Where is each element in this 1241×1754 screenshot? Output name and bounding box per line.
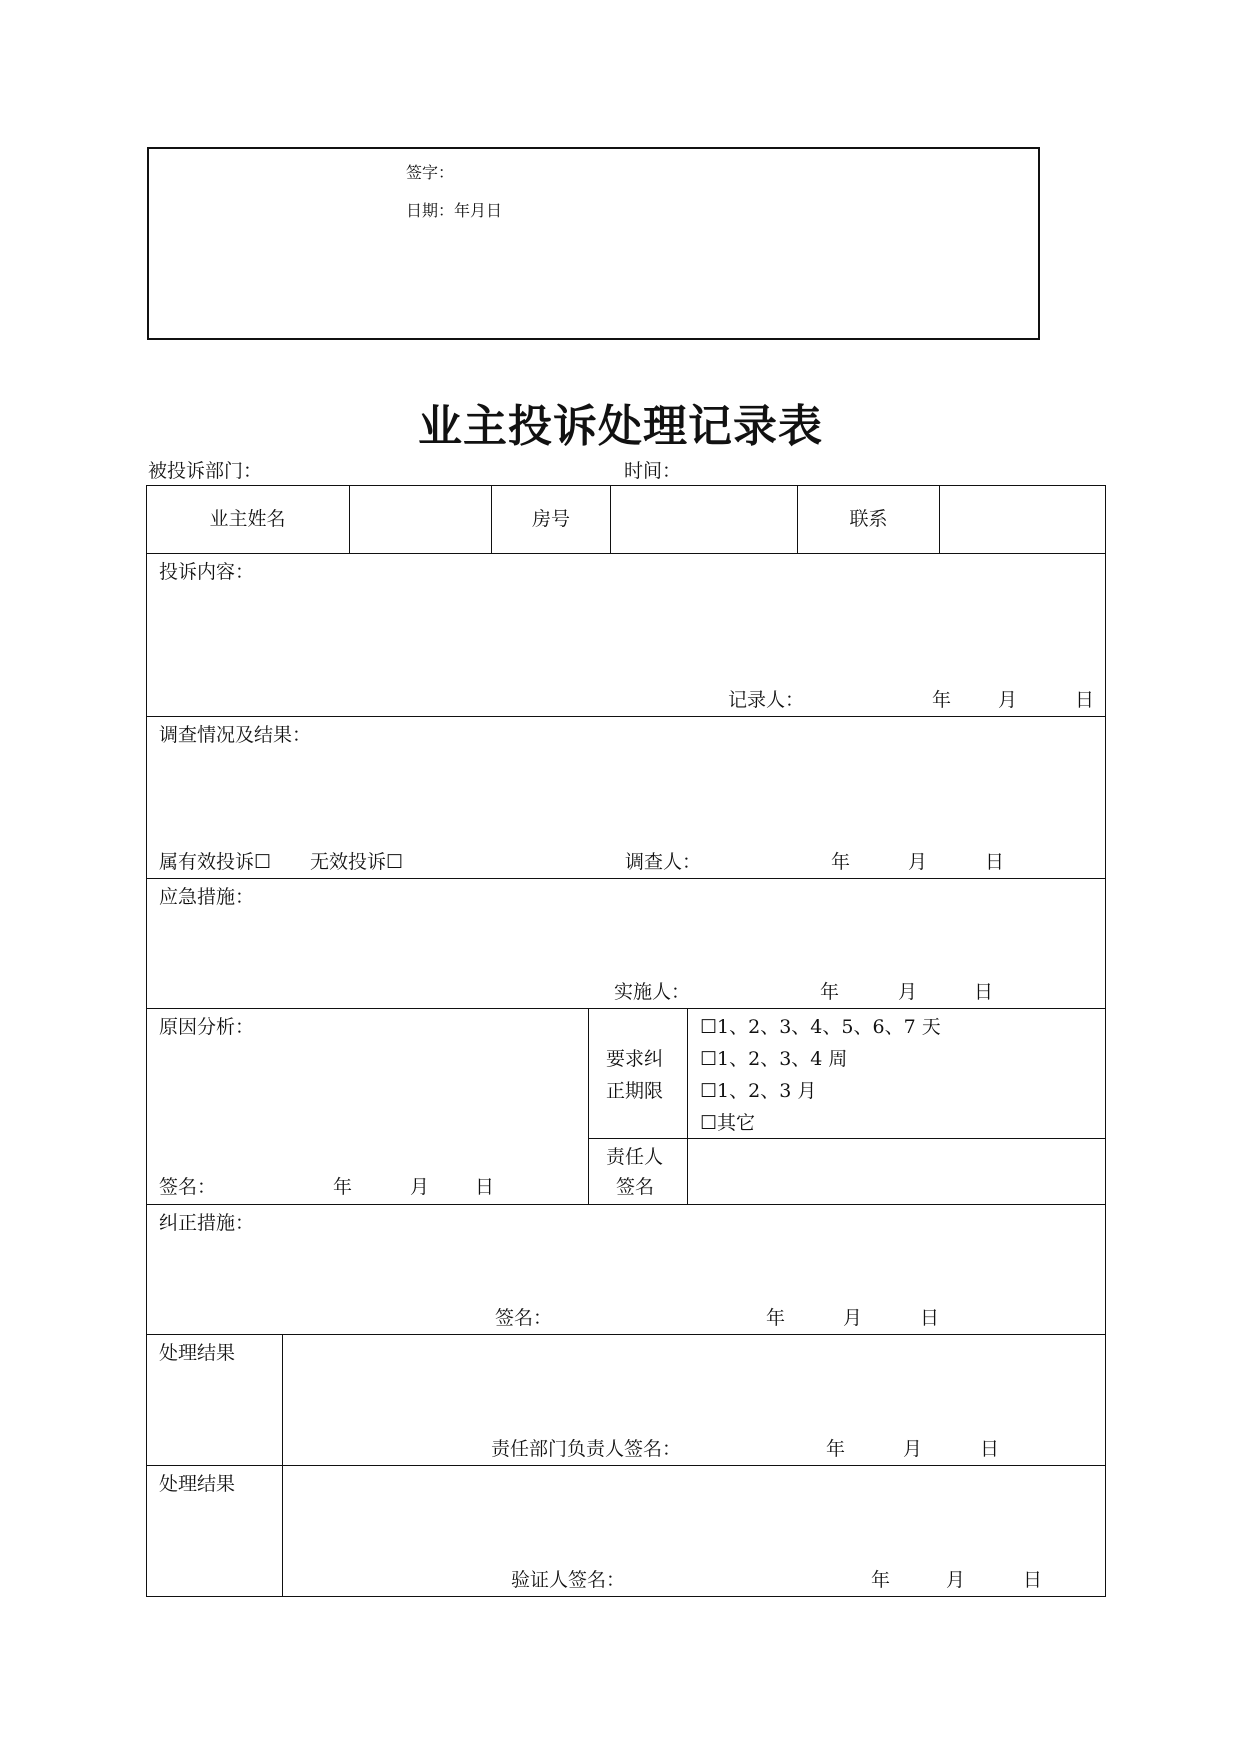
complaint-day: 日 xyxy=(1075,689,1095,711)
previous-form-box xyxy=(147,147,1040,340)
border-right xyxy=(1105,485,1106,1597)
emergency-month: 月 xyxy=(898,981,918,1003)
result2-day: 日 xyxy=(1023,1569,1043,1591)
emergency-day: 日 xyxy=(974,981,994,1003)
divider-deadline xyxy=(588,1138,1106,1139)
divider-investigation xyxy=(146,878,1106,879)
deadline-option-weeks[interactable]: ☐1、2、3、4 周 xyxy=(700,1048,848,1070)
room-number-label: 房号 xyxy=(531,508,570,530)
divider-result1 xyxy=(146,1465,1106,1466)
investigation-label: 调查情况及结果： xyxy=(159,724,312,746)
deadline-label-line1: 要求纠 xyxy=(606,1048,664,1070)
deadline-option-other[interactable]: ☐其它 xyxy=(700,1112,756,1134)
result1-day: 日 xyxy=(980,1438,1000,1460)
deadline-option-months[interactable]: ☐1、2、3 月 xyxy=(700,1080,817,1102)
correction-day: 日 xyxy=(920,1307,940,1329)
cause-analysis-label: 原因分析： xyxy=(159,1016,255,1038)
cause-sign-label: 签名： xyxy=(159,1176,217,1198)
result1-sign-label: 责任部门负责人签名： xyxy=(491,1438,682,1460)
result2-year: 年 xyxy=(871,1569,891,1591)
result1-label: 处理结果 xyxy=(159,1342,236,1364)
deadline-option-days[interactable]: ☐1、2、3、4、5、6、7 天 xyxy=(700,1016,941,1038)
divider-cause-right xyxy=(687,1008,688,1205)
investigation-year: 年 xyxy=(831,851,851,873)
investigation-day: 日 xyxy=(985,851,1005,873)
complaint-year: 年 xyxy=(932,689,952,711)
correction-sign-label: 签名： xyxy=(495,1307,553,1329)
cause-year: 年 xyxy=(333,1176,353,1198)
correction-month: 月 xyxy=(843,1307,863,1329)
complaint-content-label: 投诉内容： xyxy=(159,561,255,583)
cause-month: 月 xyxy=(410,1176,430,1198)
divider-correction xyxy=(146,1334,1106,1335)
complaint-month: 月 xyxy=(998,689,1018,711)
valid-complaint-checkbox[interactable]: 属有效投诉☐ xyxy=(159,851,272,873)
divider-cause-left xyxy=(588,1008,589,1205)
investigation-month: 月 xyxy=(908,851,928,873)
result1-month: 月 xyxy=(903,1438,923,1460)
invalid-complaint-checkbox[interactable]: 无效投诉☐ xyxy=(310,851,404,873)
border-bottom xyxy=(146,1596,1106,1597)
emergency-label: 应急措施： xyxy=(159,886,255,908)
emergency-year: 年 xyxy=(820,981,840,1003)
result2-label: 处理结果 xyxy=(159,1473,236,1495)
divider-emergency xyxy=(146,1008,1106,1009)
implementer-label: 实施人： xyxy=(614,981,691,1003)
page-title: 业主投诉处理记录表 xyxy=(418,401,823,452)
contact-label: 联系 xyxy=(849,508,888,530)
responsible-label-line2: 签名 xyxy=(616,1176,655,1198)
result2-sign-label: 验证人签名： xyxy=(511,1569,626,1591)
top-date-label: 日期：年月日 xyxy=(406,201,503,220)
result1-year: 年 xyxy=(826,1438,846,1460)
complaint-form-table xyxy=(146,485,1106,1597)
divider-row1 xyxy=(146,553,1106,554)
border-left xyxy=(146,485,147,1597)
owner-name-input[interactable] xyxy=(350,485,491,553)
deadline-label-line2: 正期限 xyxy=(606,1080,664,1102)
complained-dept-label: 被投诉部门： xyxy=(148,460,263,482)
divider-cause xyxy=(146,1204,1106,1205)
top-sign-label: 签字： xyxy=(406,163,455,182)
correction-label: 纠正措施： xyxy=(159,1212,255,1234)
divider-result-col xyxy=(282,1334,283,1597)
responsible-label-line1: 责任人 xyxy=(606,1146,664,1168)
cause-day: 日 xyxy=(475,1176,495,1198)
owner-name-label: 业主姓名 xyxy=(209,508,286,530)
room-number-input[interactable] xyxy=(611,485,797,553)
contact-input[interactable] xyxy=(940,485,1105,553)
time-label: 时间： xyxy=(624,460,682,482)
investigator-label: 调查人： xyxy=(625,851,702,873)
result2-month: 月 xyxy=(946,1569,966,1591)
divider-complaint xyxy=(146,716,1106,717)
recorder-label: 记录人： xyxy=(728,689,805,711)
correction-year: 年 xyxy=(766,1307,786,1329)
